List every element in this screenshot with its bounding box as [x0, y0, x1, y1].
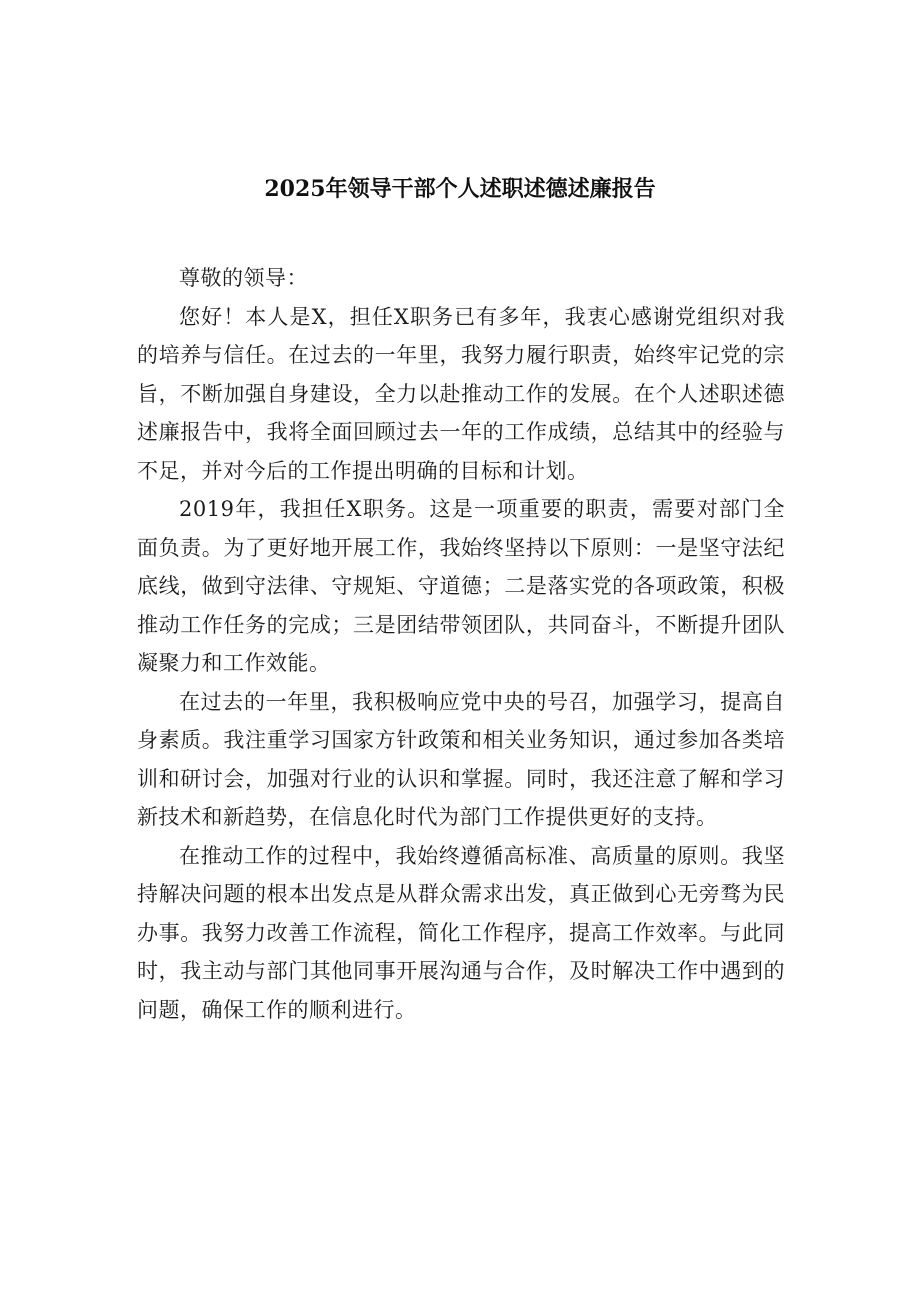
paragraph: 您好！本人是X，担任X职务已有多年，我衷心感谢党组织对我的培养与信任。在过去的一年里，我努力履行职责，始终牢记党的宗旨，不断加强自身建设，全力以赴推动工作的发展。在个人述职述德述廉报告中，我将全面回顾过去一年的工作成绩，总结其中的经验与不足，并对今后的工作提出明确的目标和计划。 — [137, 304, 785, 483]
document-body — [137, 259, 785, 1029]
paragraph: 在过去的一年里，我积极响应党中央的号召，加强学习，提高自身素质。我注重学习国家方针政策和相关业务知识，通过参加各类培训和研讨会，加强对行业的认识和掌握。同时，我还注意了解和学习新技术和新趋势，在信息化时代为部门工作提供更好的支持。 — [137, 689, 785, 829]
paragraph: 2019年，我担任X职务。这是一项重要的职责，需要对部门全面负责。为了更好地开展工作，我始终坚持以下原则：一是坚守法纪底线，做到守法律、守规矩、守道德；二是落实党的各项政策，积极推动工作任务的完成；三是团结带领团队，共同奋斗，不断提升团队凝聚力和工作效能。 — [137, 497, 785, 675]
salutation: 尊敬的领导： — [179, 266, 308, 290]
paragraph: 在推动工作的过程中，我始终遵循高标准、高质量的原则。我坚持解决问题的根本出发点是从群众需求出发，真正做到心无旁骛为民办事。我努力改善工作流程，简化工作程序，提高工作效率。与此同时，我主动与部门其他同事开展沟通与合作，及时解决工作中遇到的问题，确保工作的顺利进行。 — [137, 843, 785, 1022]
document-title: 2025年领导干部个人述职述德述廉报告 — [264, 176, 656, 202]
